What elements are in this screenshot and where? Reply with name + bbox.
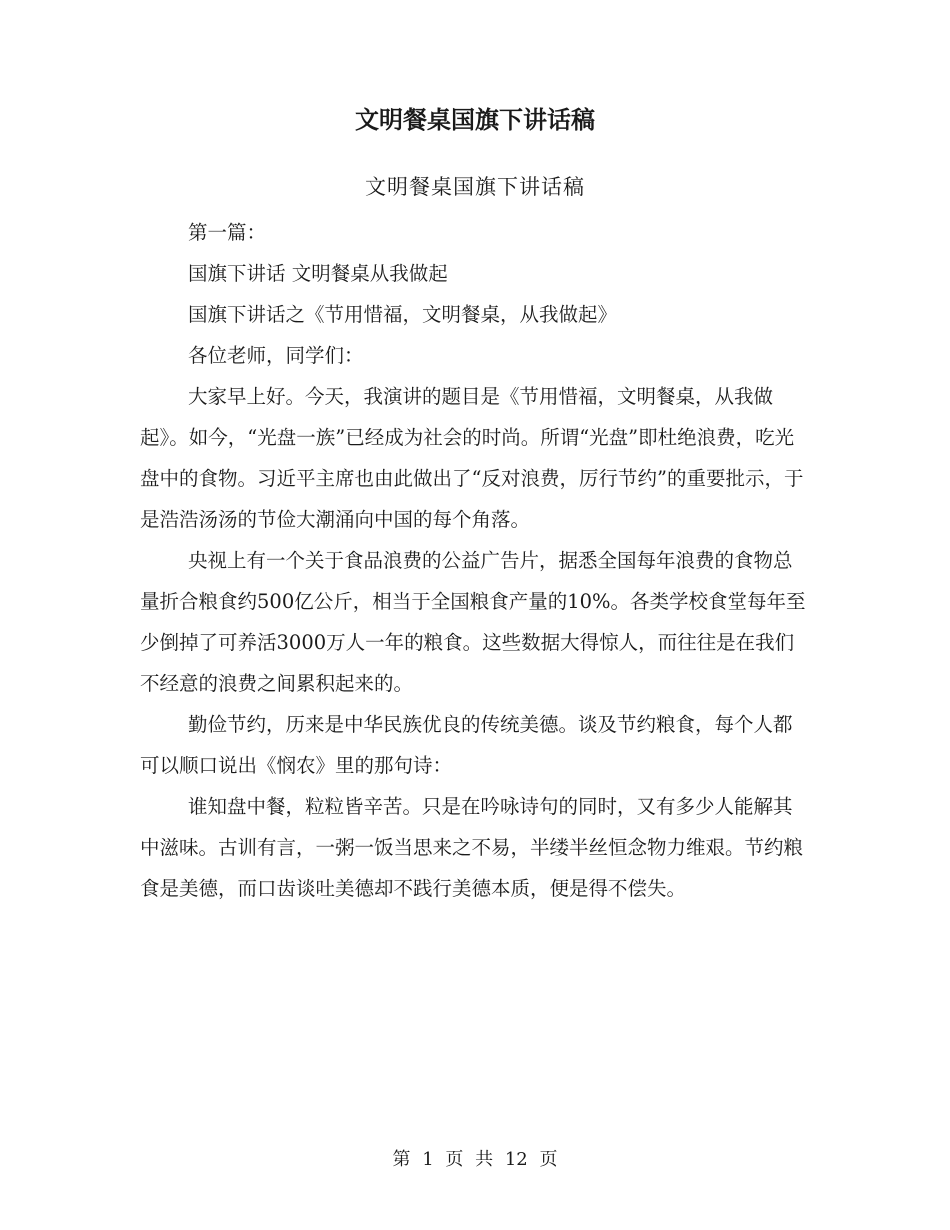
- document-title: 文明餐桌国旗下讲话稿: [355, 105, 595, 134]
- paragraph: 国旗下讲话 文明餐桌从我做起: [188, 262, 448, 285]
- document-subtitle: 文明餐桌国旗下讲话稿: [365, 175, 585, 199]
- document-body: [140, 212, 810, 909]
- paragraph: 各位老师，同学们：: [188, 344, 364, 367]
- paragraph: 国旗下讲话之《节用惜福，文明餐桌，从我做起》: [188, 303, 618, 326]
- page-number: 第 1 页 共 12 页: [392, 1149, 558, 1170]
- paragraph: 大家早上好。今天，我演讲的题目是《节用惜福，文明餐桌，从我做起》。如今，“光盘一族”已经成为社会的时尚。所谓“光盘”即杜绝浪费，吃光盘中的食物。习近平主席也由此做出了“反对浪费，厉行节约”的重要批示，于是浩浩汤汤的节俭大潮涌向中国的每个角落。: [140, 385, 804, 531]
- paragraph: 第一篇：: [188, 221, 267, 244]
- paragraph: 央视上有一个关于食品浪费的公益广告片，据悉全国每年浪费的食物总量折合粮食约500亿公斤，相当于全国粮食产量的10%。各类学校食堂每年至少倒掉了可养活3000万人一年的粮食。这些数据大得惊人，而往往是在我们不经意的浪费之间累积起来的。: [140, 549, 806, 695]
- paragraph: 谁知盘中餐，粒粒皆辛苦。只是在吟咏诗句的同时，又有多少人能解其中滋味。古训有言，一粥一饭当思来之不易，半缕半丝恒念物力维艰。节约粮食是美德，而口齿谈吐美德却不践行美德本质，便是得不偿失。: [140, 795, 804, 900]
- paragraph: 勤俭节约，历来是中华民族优良的传统美德。谈及节约粮食，每个人都可以顺口说出《悯农》里的那句诗：: [140, 713, 793, 777]
